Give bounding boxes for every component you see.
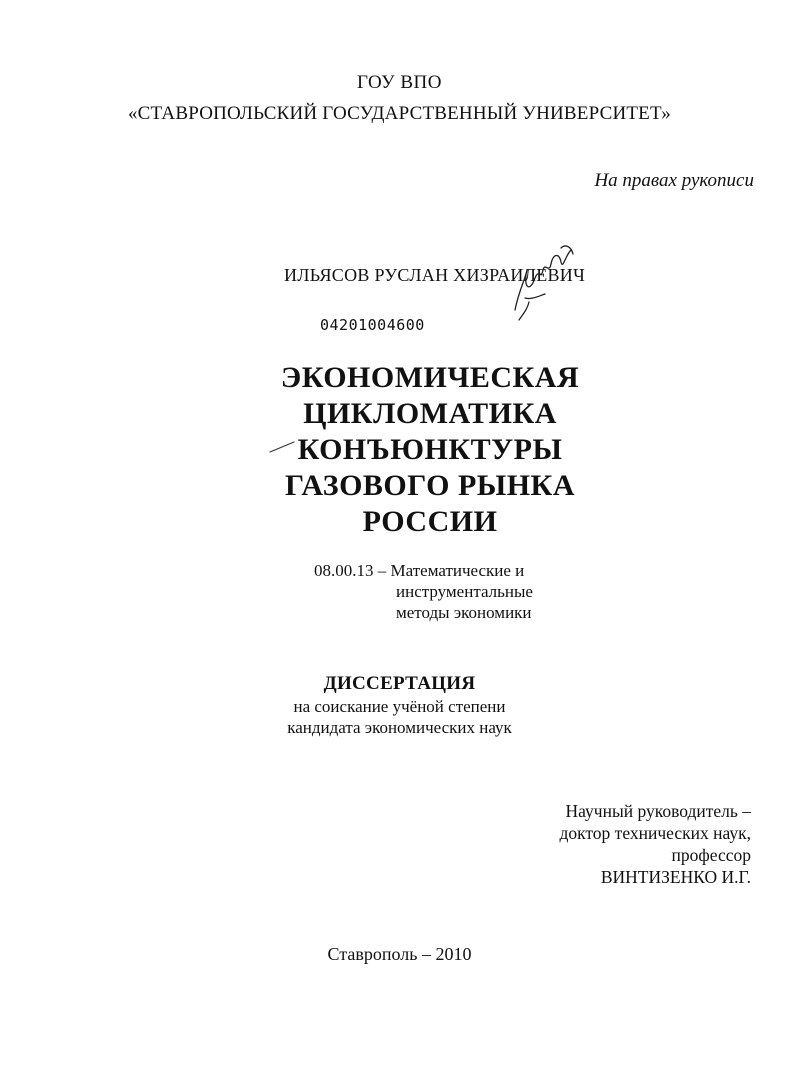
document-type: ДИССЕРТАЦИЯ [323, 673, 476, 694]
manuscript-note: На правах рукописи [594, 170, 754, 191]
title-line-1: ЭКОНОМИЧЕСКАЯ [280, 361, 580, 394]
title-line-4: ГАЗОВОГО РЫНКА [285, 469, 575, 502]
supervisor-role: Научный руководитель – [565, 801, 751, 821]
specialty-code [314, 560, 533, 623]
degree-line-1: на соискание учёной степени [293, 697, 506, 716]
title-line-5: РОССИИ [362, 505, 498, 538]
specialty-line-1: 08.00.13 – Математические и [314, 561, 525, 580]
supervisor-block [559, 800, 751, 888]
university-name: «СТАВРОПОЛЬСКИЙ ГОСУДАРСТВЕННЫЙ УНИВЕРСИТЕТ» [127, 103, 672, 124]
specialty-line-2: инструментальные [396, 582, 533, 601]
specialty-line-3: методы экономики [396, 603, 532, 622]
title-line-2: ЦИКЛОМАТИКА [303, 397, 557, 430]
city-year: Ставрополь – 2010 [327, 944, 472, 964]
org-type: ГОУ ВПО [357, 72, 442, 93]
pen-mark [268, 440, 296, 454]
supervisor-name: ВИНТИЗЕНКО И.Г. [600, 867, 751, 887]
registry-code: 04201004600 [320, 316, 425, 334]
supervisor-degree: доктор технических наук, [559, 823, 751, 843]
supervisor-rank: профессор [671, 845, 751, 865]
author-name: ИЛЬЯСОВ РУСЛАН ХИЗРАИЛЕВИЧ [284, 265, 586, 285]
degree-line-2: кандидата экономических наук [287, 718, 512, 737]
title-line-3: КОНЪЮНКТУРЫ [297, 433, 563, 466]
handwritten-signature [505, 240, 580, 330]
